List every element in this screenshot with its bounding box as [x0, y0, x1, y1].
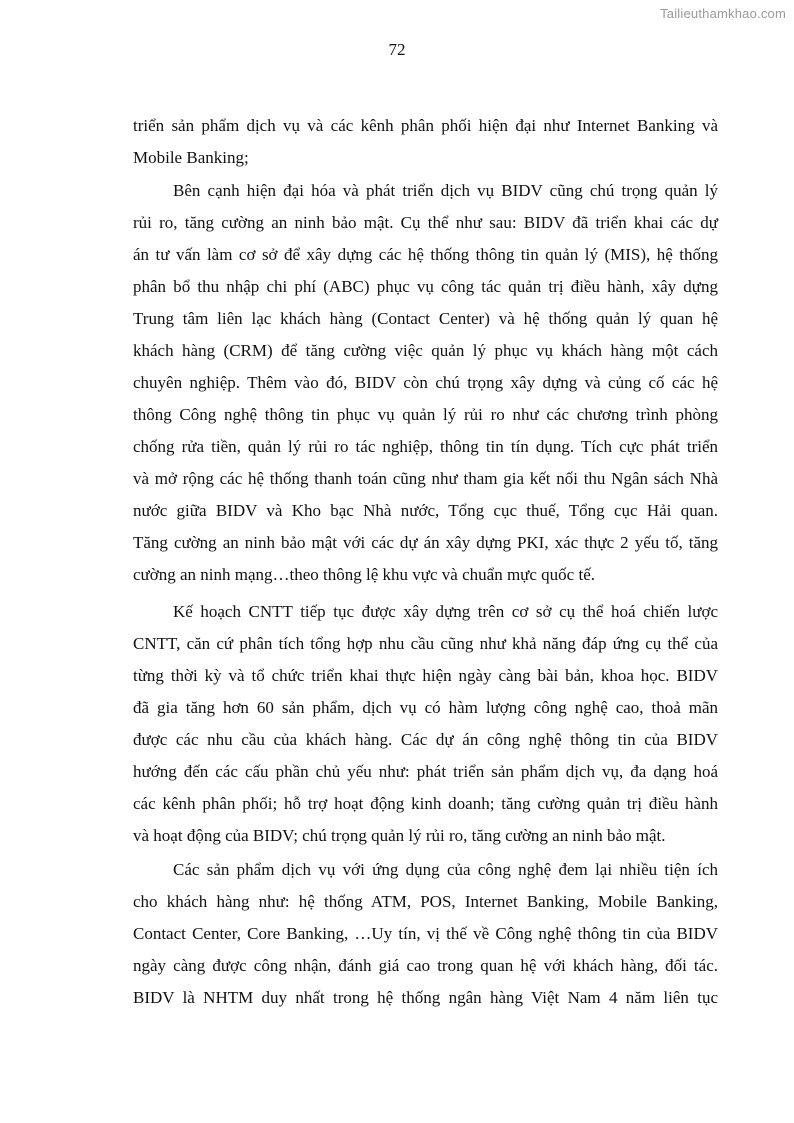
text-line: Mobile Banking; — [133, 148, 249, 167]
text-line: từng thời kỳ và tổ chức triển khai thực hiện ngày càng bài bản, khoa học. BIDV — [133, 666, 718, 685]
text-line: triển sản phẩm dịch vụ và các kênh phân phối hiện đại như Internet Banking và — [133, 116, 718, 135]
text-line: rủi ro, tăng cường an ninh bảo mật. Cụ thể như sau: BIDV đã triển khai các dự — [133, 213, 718, 232]
text-line: khách hàng (CRM) để tăng cường việc quản lý phục vụ khách hàng một cách — [133, 341, 718, 360]
text-line: và mở rộng các hệ thống thanh toán cũng như tham gia kết nối thu Ngân sách Nhà — [133, 469, 718, 488]
text-line: Contact Center, Core Banking, …Uy tín, vị thế về Công nghệ thông tin của BIDV — [133, 924, 718, 943]
watermark-text: Tailieuthamkhao.com — [660, 6, 786, 21]
text-line: hướng đến các cấu phần chủ yếu như: phát triển sản phẩm dịch vụ, đa dạng hoá — [133, 762, 718, 781]
text-line: Bên cạnh hiện đại hóa và phát triển dịch vụ BIDV cũng chú trọng quản lý — [173, 181, 718, 200]
text-line: cho khách hàng như: hệ thống ATM, POS, Internet Banking, Mobile Banking, — [133, 892, 718, 911]
text-line: BIDV là NHTM duy nhất trong hệ thống ngân hàng Việt Nam 4 năm liên tục — [133, 988, 718, 1007]
text-line: chuyên nghiệp. Thêm vào đó, BIDV còn chú trọng xây dựng và củng cố các hệ — [133, 373, 718, 392]
text-line: và hoạt động của BIDV; chú trọng quản lý rủi ro, tăng cường an ninh bảo mật. — [133, 826, 666, 845]
text-line: đã gia tăng hơn 60 sản phẩm, dịch vụ có hàm lượng công nghệ cao, thoả mãn — [133, 698, 718, 717]
text-line: được các nhu cầu của khách hàng. Các dự án công nghệ thông tin của BIDV — [133, 730, 718, 749]
text-line: án tư vấn làm cơ sở để xây dựng các hệ thống thông tin quản lý (MIS), hệ thống — [133, 245, 718, 264]
text-line: Tăng cường an ninh bảo mật với các dự án xây dựng PKI, xác thực 2 yếu tố, tăng — [133, 533, 718, 552]
text-line: Các sản phẩm dịch vụ với ứng dụng của công nghệ đem lại nhiều tiện ích — [173, 860, 718, 879]
text-line: nước giữa BIDV và Kho bạc Nhà nước, Tổng cục thuế, Tổng cục Hải quan. — [133, 501, 718, 520]
text-line: thông Công nghệ thông tin phục vụ quản lý rủi ro như các chương trình phòng — [133, 405, 718, 424]
text-line: Kế hoạch CNTT tiếp tục được xây dựng trên cơ sở cụ thể hoá chiến lược — [173, 602, 718, 621]
text-line: CNTT, căn cứ phân tích tổng hợp nhu cầu cũng như khả năng đáp ứng cụ thể của — [133, 634, 718, 653]
text-line: phân bổ thu nhập chi phí (ABC) phục vụ công tác quản trị điều hành, xây dựng — [133, 277, 718, 296]
text-line: cường an ninh mạng…theo thông lệ khu vực và chuẩn mực quốc tế. — [133, 565, 595, 584]
text-line: chống rửa tiền, quản lý rủi ro tác nghiệp, thông tin tín dụng. Tích cực phát triển — [133, 437, 718, 456]
page-number: 72 — [388, 40, 406, 59]
text-line: ngày càng được công nhận, đánh giá cao trong quan hệ với khách hàng, đối tác. — [133, 956, 718, 975]
text-line: Trung tâm liên lạc khách hàng (Contact Center) và hệ thống quản lý quan hệ — [133, 309, 718, 328]
text-line: các kênh phân phối; hỗ trợ hoạt động kinh doanh; tăng cường quản trị điều hành — [133, 794, 718, 813]
